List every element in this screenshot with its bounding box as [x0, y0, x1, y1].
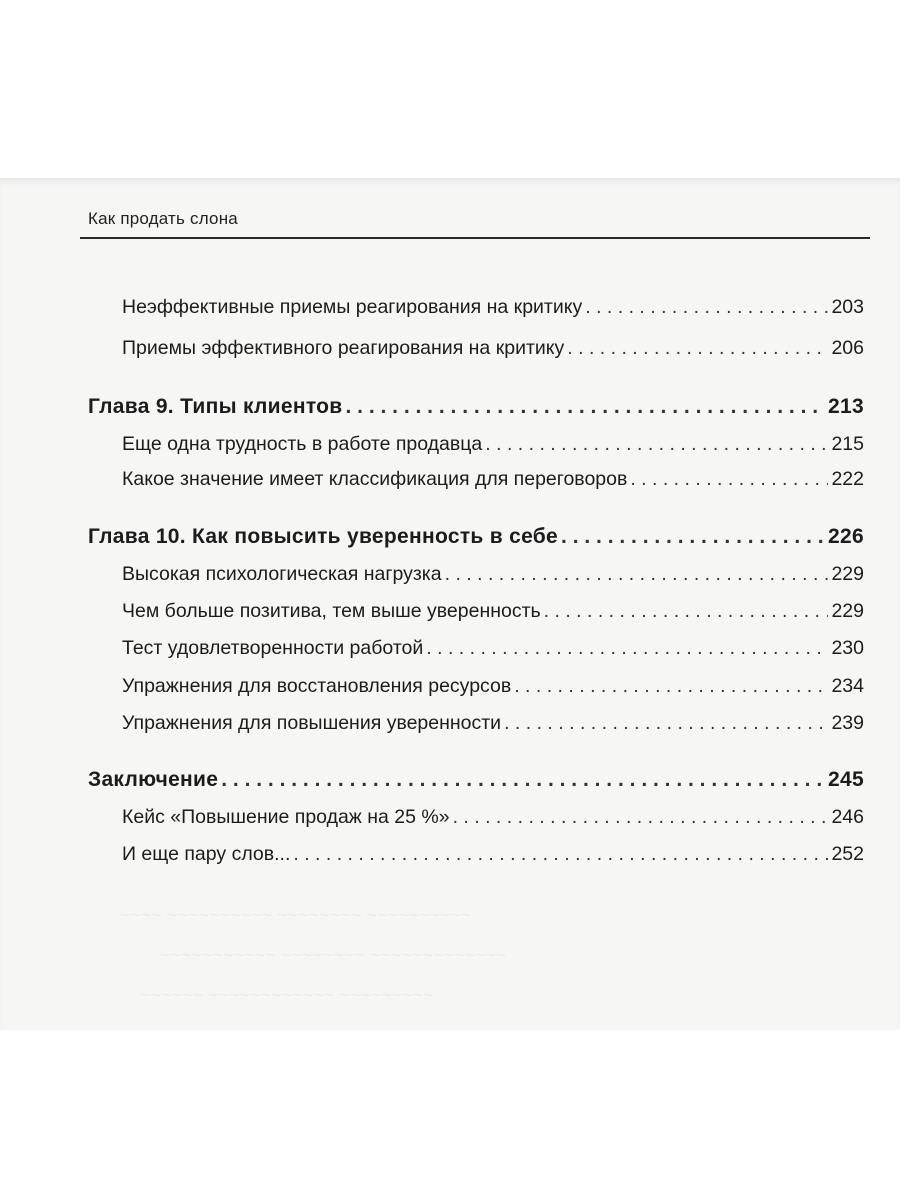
toc-entry [122, 712, 864, 735]
toc-chapter-page: 226 [828, 525, 864, 548]
toc-entry-page: 203 [831, 296, 864, 318]
toc-entry-page: 234 [831, 675, 864, 697]
toc-entry-title: Кейс «Повышение продаж на 25 %» [122, 806, 450, 828]
dot-leader [630, 468, 828, 491]
dot-leader [346, 395, 826, 419]
toc-entry-title: Тест удовлетворенности работой [122, 637, 424, 659]
dot-leader [485, 433, 828, 456]
toc-chapter-title: Заключение [88, 768, 219, 791]
toc-chapter-page: 245 [828, 768, 864, 791]
toc-entry [122, 806, 864, 829]
toc-entry-page: 252 [831, 843, 864, 865]
toc-entry [122, 433, 864, 456]
dot-leader [221, 768, 825, 792]
dot-leader [514, 675, 828, 698]
toc-entry-title: И еще пару слов... [122, 843, 291, 865]
toc-entry-page: 230 [831, 637, 864, 659]
toc-entry [122, 843, 864, 866]
dot-leader [585, 296, 828, 319]
toc-entry [122, 600, 864, 623]
toc-chapter-page: 213 [828, 395, 864, 418]
toc-entry-page: 239 [831, 712, 864, 734]
toc-chapter [88, 395, 864, 419]
toc-entry [122, 468, 864, 491]
dot-leader [445, 563, 829, 586]
toc-chapter [88, 768, 864, 792]
toc-entry [122, 563, 864, 586]
dot-leader [544, 600, 829, 623]
toc-entry-title: Чем больше позитива, тем выше уверенность [122, 600, 541, 622]
dot-leader [504, 712, 828, 735]
toc-entry-page: 215 [831, 433, 864, 455]
dot-leader [426, 637, 828, 660]
running-head: Как продать слона [88, 209, 238, 228]
toc-entry-title: Упражнения для восстановления ресурсов [122, 675, 512, 697]
toc-chapter [88, 525, 864, 549]
dot-leader [453, 806, 829, 829]
toc-chapter-title: Глава 9. Типы клиентов [88, 395, 343, 418]
dot-leader [561, 525, 825, 549]
toc-entry-page: 206 [831, 337, 864, 359]
dot-leader [293, 843, 828, 866]
toc-entry [122, 337, 864, 360]
toc-entry-page: 229 [831, 600, 864, 622]
toc-entry-title: Неэффективные приемы реагирования на критику [122, 296, 583, 318]
toc-entry-title: Упражнения для повышения уверенности [122, 712, 502, 734]
toc-entry-page: 246 [831, 806, 864, 828]
toc-entry-title: Приемы эффективного реагирования на критику [122, 337, 565, 359]
toc-entry [122, 296, 864, 319]
toc-entry-title: Высокая психологическая нагрузка [122, 563, 442, 585]
toc-chapter-title: Глава 10. Как повысить уверенность в себе [88, 525, 559, 548]
toc-entry [122, 637, 864, 660]
toc-entry-page: 222 [831, 468, 864, 490]
toc-entry-title: Какое значение имеет классификация для переговоров [122, 468, 628, 490]
dot-leader [567, 337, 828, 360]
toc-entry-title: Еще одна трудность в работе продавца [122, 433, 483, 455]
toc-entry-page: 229 [831, 563, 864, 585]
toc-entry [122, 675, 864, 698]
